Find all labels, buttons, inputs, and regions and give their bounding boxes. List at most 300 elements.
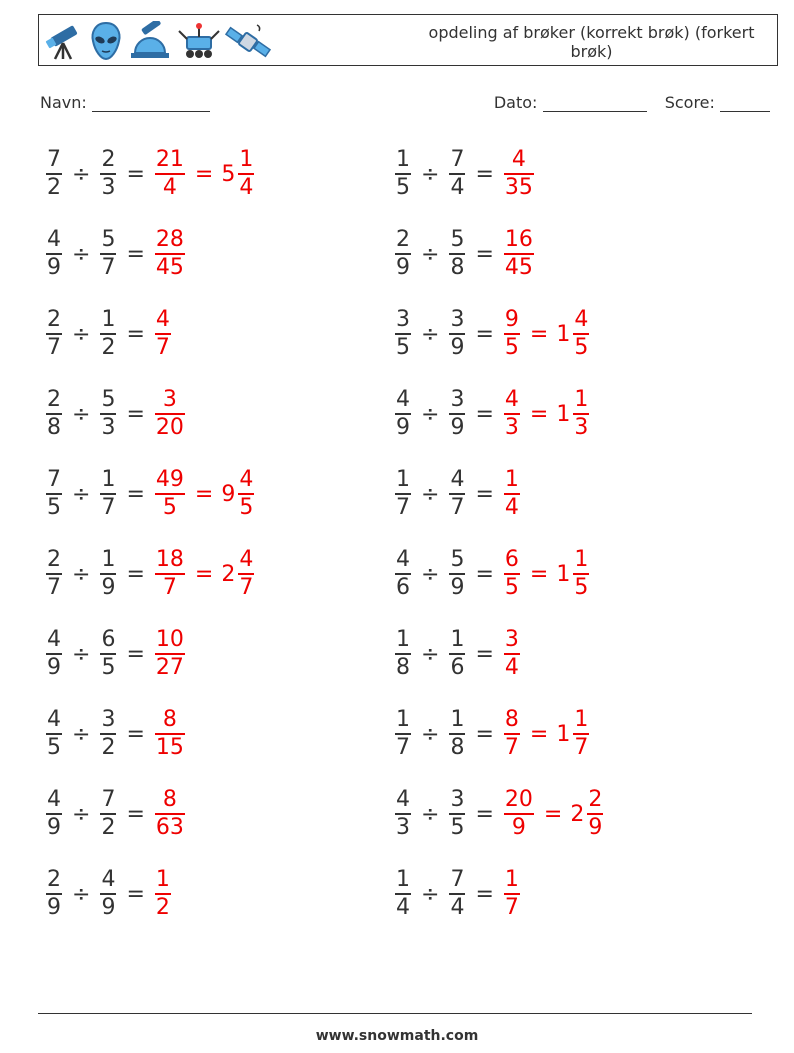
numerator: 4 [155, 307, 170, 332]
answer [502, 308, 591, 360]
fraction [100, 468, 116, 520]
numerator: 8 [504, 707, 519, 732]
fraction [449, 228, 465, 280]
equals-sign: = [126, 561, 145, 587]
problem-item [44, 465, 256, 523]
fraction [504, 308, 520, 360]
denominator: 5 [504, 335, 519, 360]
denominator: 9 [47, 895, 61, 920]
equals-sign: = [194, 481, 214, 507]
mixed-whole: 9 [221, 481, 236, 507]
denominator: 9 [588, 815, 603, 840]
denominator: 5 [101, 655, 116, 680]
numerator: 4 [101, 867, 116, 892]
denominator: 45 [504, 255, 533, 280]
numerator: 49 [155, 467, 184, 492]
numerator: 5 [450, 547, 465, 572]
problem-item [44, 705, 187, 763]
denominator: 3 [574, 415, 589, 440]
denominator: 2 [101, 335, 116, 360]
fraction [46, 468, 62, 520]
fraction [449, 148, 465, 200]
fraction [504, 468, 520, 520]
equals-sign: = [126, 401, 145, 427]
denominator: 8 [450, 255, 465, 280]
numerator: 5 [450, 227, 465, 252]
equals-sign: = [194, 561, 214, 587]
answer [153, 388, 187, 440]
answer [153, 868, 173, 920]
fraction [155, 548, 185, 600]
fraction [46, 148, 62, 200]
fraction [504, 388, 520, 440]
denominator: 15 [155, 735, 184, 760]
divide-sign: ÷ [72, 641, 91, 667]
problem-item [393, 225, 536, 283]
numerator: 3 [162, 387, 177, 412]
fraction [395, 308, 411, 360]
numerator: 4 [239, 467, 254, 492]
numerator: 6 [504, 547, 519, 572]
denominator: 5 [239, 495, 254, 520]
denominator: 7 [162, 575, 177, 600]
fraction [504, 708, 520, 760]
answer [153, 788, 187, 840]
fraction [449, 788, 465, 840]
fraction [155, 868, 171, 920]
denominator: 3 [101, 415, 116, 440]
fraction [504, 868, 520, 920]
divide-sign: ÷ [421, 881, 440, 907]
numerator: 1 [450, 707, 465, 732]
denominator: 8 [47, 415, 61, 440]
equals-sign: = [126, 321, 145, 347]
denominator: 3 [504, 415, 519, 440]
numerator: 4 [239, 547, 254, 572]
problem-item [44, 545, 256, 603]
fraction [155, 148, 185, 200]
divide-sign: ÷ [421, 801, 440, 827]
fraction [504, 228, 534, 280]
equals-sign: = [475, 321, 494, 347]
problem-item [393, 465, 522, 523]
mixed-whole: 1 [556, 561, 571, 587]
fraction [46, 228, 62, 280]
denominator: 5 [574, 575, 589, 600]
numerator: 1 [239, 147, 254, 172]
numerator: 4 [47, 707, 61, 732]
answer [502, 708, 591, 760]
numerator: 4 [396, 787, 410, 812]
mixed-fraction [238, 468, 254, 520]
numerator: 3 [450, 787, 465, 812]
page-title: opdeling af brøker (korrekt brøk) (forkert brøk) [428, 23, 755, 61]
numerator: 21 [155, 147, 184, 172]
fraction [155, 708, 185, 760]
divide-sign: ÷ [72, 721, 91, 747]
answer [153, 548, 256, 600]
fraction [46, 628, 62, 680]
denominator: 9 [396, 255, 410, 280]
fraction [155, 308, 171, 360]
fraction [395, 148, 411, 200]
denominator: 9 [47, 655, 61, 680]
numerator: 5 [101, 227, 116, 252]
denominator: 9 [101, 575, 116, 600]
divide-sign: ÷ [72, 241, 91, 267]
denominator: 7 [47, 335, 61, 360]
date-label: Dato: [493, 93, 538, 112]
numerator: 4 [450, 467, 465, 492]
numerator: 4 [47, 227, 61, 252]
numerator: 4 [47, 627, 61, 652]
denominator: 3 [396, 815, 410, 840]
fraction [155, 388, 185, 440]
numerator: 7 [101, 787, 116, 812]
answer [502, 868, 522, 920]
denominator: 7 [504, 735, 519, 760]
denominator: 8 [396, 655, 410, 680]
observatory-icon [127, 21, 173, 61]
denominator: 4 [504, 655, 519, 680]
numerator: 7 [450, 867, 465, 892]
equals-sign: = [126, 801, 145, 827]
equals-sign: = [529, 401, 549, 427]
denominator: 8 [450, 735, 465, 760]
divide-sign: ÷ [72, 561, 91, 587]
equals-sign: = [475, 801, 494, 827]
divide-sign: ÷ [72, 801, 91, 827]
numerator: 2 [396, 227, 410, 252]
answer [502, 228, 536, 280]
equals-sign: = [475, 721, 494, 747]
numerator: 4 [574, 307, 589, 332]
problem-item [44, 305, 173, 363]
denominator: 5 [162, 495, 177, 520]
answer [153, 708, 187, 760]
fraction [100, 228, 116, 280]
numerator: 1 [396, 707, 410, 732]
header-box [38, 14, 778, 66]
denominator: 5 [574, 335, 589, 360]
numerator: 28 [155, 227, 184, 252]
problem-item [393, 705, 591, 763]
numerator: 3 [396, 307, 410, 332]
denominator: 4 [504, 495, 519, 520]
footer-divider [38, 1013, 752, 1014]
mixed-fraction [573, 388, 589, 440]
numerator: 5 [101, 387, 116, 412]
fraction [504, 628, 520, 680]
problem-item [44, 385, 187, 443]
answer [153, 308, 173, 360]
numerator: 10 [155, 627, 184, 652]
numerator: 20 [504, 787, 533, 812]
date-score-fields [494, 93, 770, 112]
numerator: 4 [511, 147, 526, 172]
rover-icon [177, 21, 221, 61]
problem-item [393, 785, 605, 843]
denominator: 5 [396, 175, 410, 200]
equals-sign: = [475, 641, 494, 667]
problem-item [393, 625, 522, 683]
equals-sign: = [194, 161, 214, 187]
fraction [46, 548, 62, 600]
numerator: 2 [588, 787, 603, 812]
mixed-whole: 1 [556, 321, 571, 347]
denominator: 7 [450, 495, 465, 520]
numerator: 7 [47, 147, 61, 172]
equals-sign: = [475, 241, 494, 267]
problem-item [44, 785, 187, 843]
denominator: 7 [101, 495, 116, 520]
denominator: 7 [101, 255, 116, 280]
numerator: 1 [396, 867, 410, 892]
equals-sign: = [126, 641, 145, 667]
denominator: 6 [396, 575, 410, 600]
header-icons [43, 20, 271, 62]
denominator: 5 [504, 575, 519, 600]
fraction [449, 308, 465, 360]
answer [502, 468, 522, 520]
numerator: 1 [450, 627, 465, 652]
mixed-whole: 5 [221, 161, 236, 187]
divide-sign: ÷ [421, 641, 440, 667]
fraction [395, 628, 411, 680]
mixed-fraction [587, 788, 603, 840]
name-field [40, 93, 210, 112]
denominator: 4 [239, 175, 254, 200]
equals-sign: = [475, 401, 494, 427]
fraction [395, 548, 411, 600]
numerator: 3 [101, 707, 116, 732]
fraction [100, 868, 116, 920]
numerator: 1 [155, 867, 170, 892]
numerator: 1 [504, 867, 519, 892]
denominator: 7 [155, 335, 170, 360]
numerator: 2 [47, 387, 61, 412]
name-blank[interactable] [92, 95, 210, 112]
fraction [100, 308, 116, 360]
divide-sign: ÷ [421, 721, 440, 747]
date-blank[interactable] [543, 95, 647, 112]
divide-sign: ÷ [421, 161, 440, 187]
fraction [395, 228, 411, 280]
mixed-fraction [573, 548, 589, 600]
denominator: 7 [239, 575, 254, 600]
numerator: 2 [101, 147, 116, 172]
divide-sign: ÷ [72, 321, 91, 347]
denominator: 7 [47, 575, 61, 600]
mixed-fraction [573, 708, 589, 760]
fraction [504, 548, 520, 600]
numerator: 1 [396, 627, 410, 652]
divide-sign: ÷ [72, 481, 91, 507]
numerator: 1 [101, 547, 116, 572]
fraction [449, 388, 465, 440]
mixed-fraction [573, 308, 589, 360]
fraction [46, 788, 62, 840]
denominator: 9 [450, 335, 465, 360]
numerator: 4 [396, 547, 410, 572]
fraction [449, 708, 465, 760]
equals-sign: = [475, 161, 494, 187]
denominator: 7 [396, 495, 410, 520]
equals-sign: = [126, 241, 145, 267]
problem-item [44, 225, 187, 283]
answer [502, 788, 605, 840]
answer [153, 628, 187, 680]
fraction [395, 788, 411, 840]
numerator: 1 [504, 467, 519, 492]
denominator: 2 [101, 815, 116, 840]
denominator: 7 [574, 735, 589, 760]
denominator: 9 [101, 895, 116, 920]
numerator: 1 [574, 707, 589, 732]
fraction [155, 468, 185, 520]
fraction [155, 228, 185, 280]
denominator: 63 [155, 815, 184, 840]
numerator: 18 [155, 547, 184, 572]
numerator: 7 [450, 147, 465, 172]
equals-sign: = [529, 321, 549, 347]
numerator: 6 [101, 627, 116, 652]
equals-sign: = [126, 881, 145, 907]
score-label: Score: [664, 93, 715, 112]
equals-sign: = [126, 481, 145, 507]
mixed-fraction [238, 548, 254, 600]
numerator: 7 [47, 467, 61, 492]
denominator: 9 [511, 815, 526, 840]
numerator: 1 [101, 307, 116, 332]
mixed-whole: 2 [570, 801, 585, 827]
numerator: 4 [504, 387, 519, 412]
fraction [100, 708, 116, 760]
fraction [449, 868, 465, 920]
equals-sign: = [475, 481, 494, 507]
mixed-fraction [238, 148, 254, 200]
denominator: 2 [101, 735, 116, 760]
numerator: 3 [504, 627, 519, 652]
denominator: 7 [504, 895, 519, 920]
problem-item [393, 545, 591, 603]
fraction [100, 788, 116, 840]
denominator: 3 [101, 175, 116, 200]
denominator: 20 [155, 415, 184, 440]
denominator: 35 [504, 175, 533, 200]
denominator: 4 [450, 175, 465, 200]
fraction [449, 628, 465, 680]
denominator: 9 [47, 815, 61, 840]
denominator: 5 [396, 335, 410, 360]
fraction [395, 468, 411, 520]
fraction [46, 388, 62, 440]
answer [502, 548, 591, 600]
denominator: 5 [450, 815, 465, 840]
divide-sign: ÷ [421, 321, 440, 347]
denominator: 9 [450, 575, 465, 600]
numerator: 1 [574, 547, 589, 572]
fraction [46, 868, 62, 920]
numerator: 3 [450, 387, 465, 412]
equals-sign: = [529, 721, 549, 747]
fraction [449, 468, 465, 520]
denominator: 9 [450, 415, 465, 440]
divide-sign: ÷ [421, 241, 440, 267]
equals-sign: = [126, 721, 145, 747]
denominator: 6 [450, 655, 465, 680]
problem-item [44, 145, 256, 203]
answer [502, 628, 522, 680]
denominator: 4 [450, 895, 465, 920]
numerator: 1 [396, 467, 410, 492]
fraction [504, 788, 534, 840]
problem-item [44, 865, 173, 923]
fraction [100, 628, 116, 680]
answer [502, 388, 591, 440]
fraction [46, 708, 62, 760]
problem-item [393, 305, 591, 363]
telescope-icon [43, 21, 85, 61]
numerator: 16 [504, 227, 533, 252]
denominator: 4 [396, 895, 410, 920]
denominator: 45 [155, 255, 184, 280]
satellite-icon [225, 21, 271, 61]
numerator: 1 [396, 147, 410, 172]
numerator: 8 [162, 787, 177, 812]
numerator: 2 [47, 867, 61, 892]
numerator: 1 [574, 387, 589, 412]
footer-url: www.snowmath.com [315, 1028, 479, 1044]
fraction [46, 308, 62, 360]
denominator: 7 [396, 735, 410, 760]
fraction [155, 788, 185, 840]
problem-item [393, 385, 591, 443]
numerator: 2 [47, 307, 61, 332]
divide-sign: ÷ [72, 401, 91, 427]
divide-sign: ÷ [72, 881, 91, 907]
mixed-whole: 1 [556, 401, 571, 427]
numerator: 8 [162, 707, 177, 732]
problem-item [393, 865, 522, 923]
answer [153, 148, 256, 200]
equals-sign: = [529, 561, 549, 587]
numerator: 1 [101, 467, 116, 492]
fraction [155, 628, 185, 680]
divide-sign: ÷ [421, 401, 440, 427]
fraction [100, 148, 116, 200]
score-blank[interactable] [720, 95, 770, 112]
denominator: 9 [396, 415, 410, 440]
denominator: 2 [155, 895, 170, 920]
equals-sign: = [475, 561, 494, 587]
denominator: 27 [155, 655, 184, 680]
fraction [504, 148, 534, 200]
divide-sign: ÷ [421, 481, 440, 507]
fraction [449, 548, 465, 600]
fraction [395, 388, 411, 440]
denominator: 9 [47, 255, 61, 280]
divide-sign: ÷ [72, 161, 91, 187]
equals-sign: = [475, 881, 494, 907]
name-label: Navn: [40, 93, 87, 112]
problem-item [393, 145, 536, 203]
numerator: 3 [450, 307, 465, 332]
answer [502, 148, 536, 200]
fraction [100, 388, 116, 440]
numerator: 4 [47, 787, 61, 812]
fraction [395, 868, 411, 920]
